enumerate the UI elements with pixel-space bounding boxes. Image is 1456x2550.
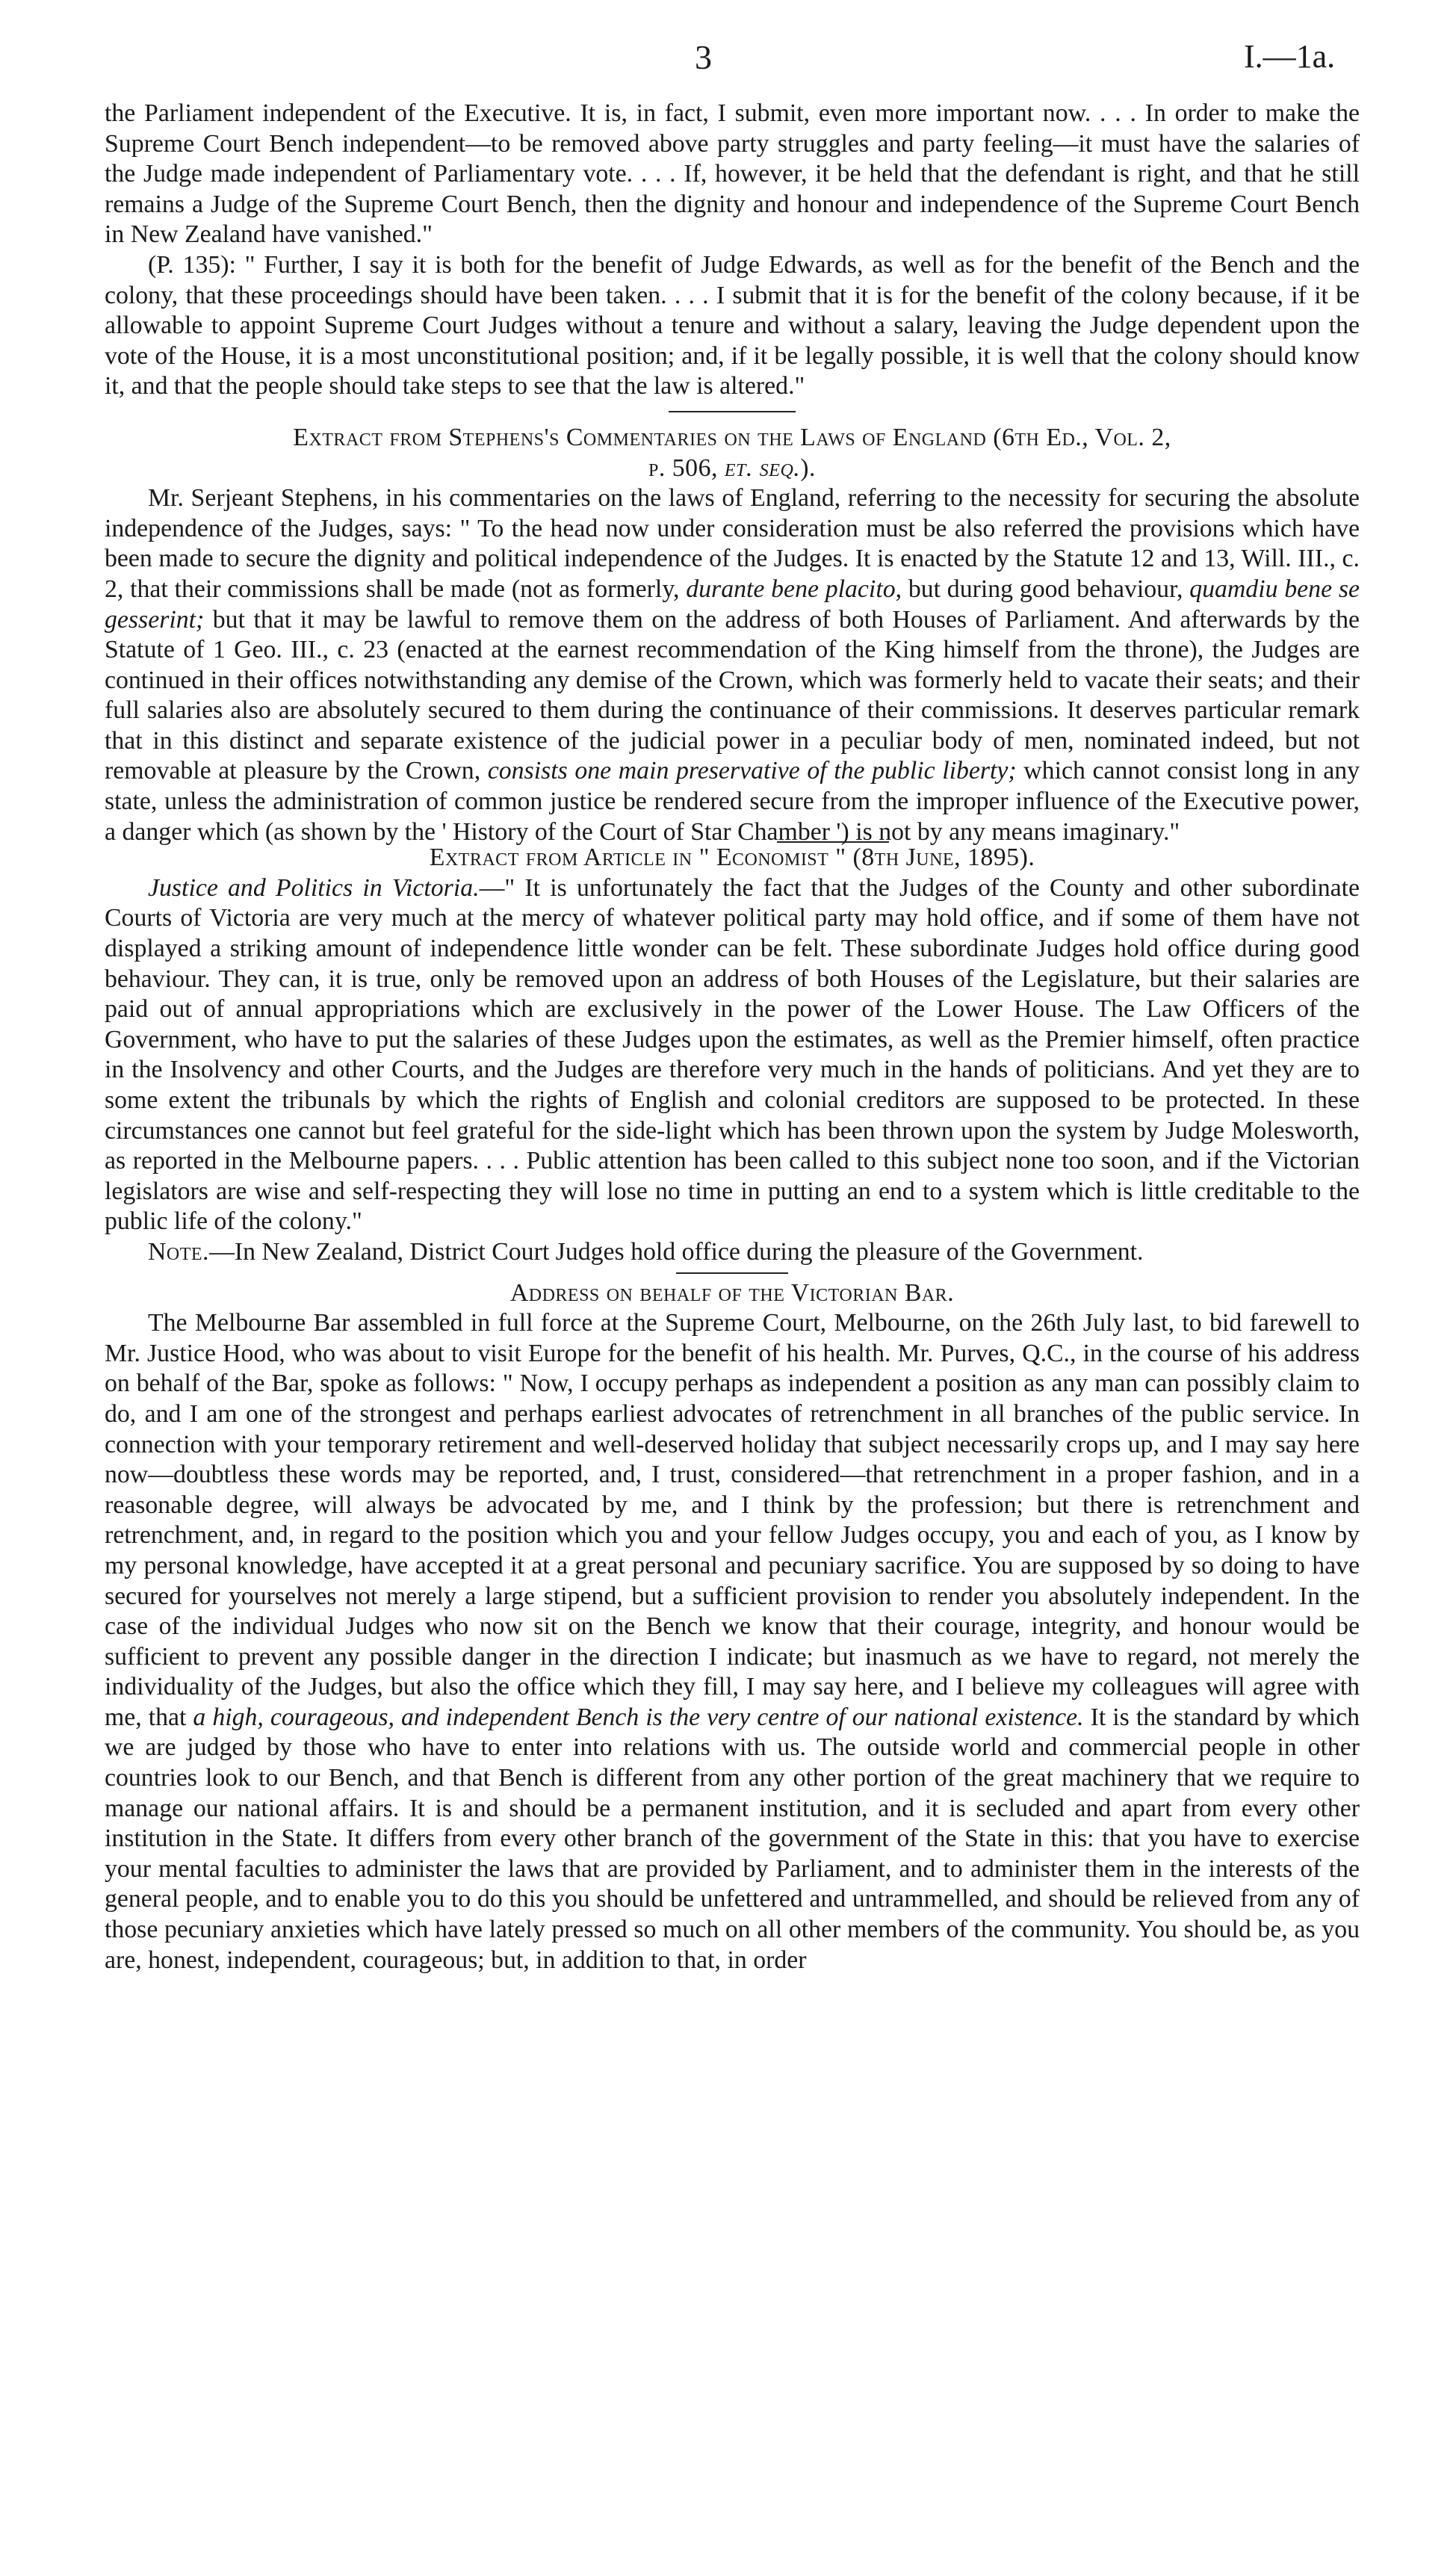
text-run: The Melbourne Bar assembled in full force at the Supreme Court, Melbourne, on the 26th July last, to bid farewell to Mr. Justice Hood, who was about to visit Europe for the benefit of his health. Mr. Purves, Q.C., in the course of his address on behalf of the Bar, spoke as follows: " Now, I occupy perhaps as independent a position as any man can possibly claim to do, and I am one of the strongest and perhaps earliest advocates of retrenchment in all branches of the public service. In connection with your temporary retirement and well-deserved holiday that subject necessarily crops up, and I may say here now—doubtless these words may be reported, and, I trust, considered—that retrenchment in a proper fashion, and in a reasonable degree, will always be advocated by me, and I think by the profession; but there is retrenchment and retrenchment, and, in regard to the position which you and your fellow Judges occupy, you and each of you, as I know by my personal knowledge, have accepted it at a great personal and pecuniary sacrifice. You are supposed by so doing to have secured for yourselves not merely a large stipend, but a sufficient provision to render you absolutely independent. In the case of the individual Judges who now sit on the Bench we know that their courage, integrity, and honour would be sufficient to prevent any possible danger in the direction I indicate; but inasmuch as we have to regard, not merely the individuality of the Judges, but also the office which they fill, I may say here, and I believe my colleagues will agree with me, that bbox=[105, 1309, 1360, 1731]
paragraph-continuation: the Parliament independent of the Executive. It is, in fact, I submit, even more important now. . . . In order to make the Supreme Court Bench independent—to be removed above party struggles and party feeling—it must have the salaries of the Judge made independent of Parliamentary vote. . . . If, however, it be held that the defendant is right, and that he still remains a Judge of the Supreme Court Bench, then the dignity and honour and independence of the Supreme Court Bench in New Zealand have vanished." bbox=[105, 99, 1360, 249]
section-divider bbox=[676, 1272, 788, 1274]
heading-victorian-bar: Address on behalf of the Victorian Bar. bbox=[509, 1278, 955, 1307]
heading-stephens-line1: Extract from Stephens's Commentaries on the Laws of England (6th Ed., Vol. 2, bbox=[293, 423, 1171, 451]
text-run: which cannot consist long in any state, unless the administration of common justice be rendered secure from the improper influence of the Executive power, a danger which (as shown by the ' History of the Court of Star Chamber ') is not by any means imaginary." bbox=[105, 757, 1360, 846]
paragraph-victorian-bar bbox=[105, 1308, 1360, 1975]
italic-run: durante bene placito bbox=[686, 575, 896, 603]
document-code: I.—1a. bbox=[1244, 38, 1336, 75]
heading-economist-article: Extract from Article in " Economist " (8th June, 1895). bbox=[429, 844, 1035, 872]
text-run: —" It is unfortunately the fact that the Judges of the County and other subordinate Courts of Victoria are very much at the mercy of whatever political party may hold office, and if some of them have not displayed a striking amount of independence little wonder can be felt. These subordinate Judges hold office during good behaviour. They can, it is true, only be removed upon an address of both Houses of the Legislature, but their salaries are paid out of annual appropriations which are exclusively in the power of the Lower House. The Law Officers of the Government, who have to put the salaries of these Judges upon the estimates, as well as the Premier himself, often practice in the Insolvency and other Courts, and the Judges are therefore very much in the hands of politicians. And yet they are to some extent the tribunals by which the rights of English and colonial creditors are supposed to be protected. In these circumstances one cannot but feel grateful for the side-light which has been thrown upon the system by Judge Molesworth, as reported in the Melbourne papers. . . . Public attention has been called to this subject none too soon, and if the Victorian legislators are wise and self-respecting they will lose no time in putting an end to a system which is little creditable to the public life of the colony." bbox=[105, 873, 1360, 1236]
note-label: Note. bbox=[148, 1237, 210, 1266]
text-run: It is the standard by which we are judged by those who have to enter into relations with us. The outside world and commercial people in other countries look to our Bench, and that Bench is different from any other portion of the great machinery that we require to manage our national affairs. It is and should be a permanent institution, and it is secluded and apart from every other institution in the State. It differs from every other branch of the government of the State in this: that you have to exercise your mental faculties to administer the laws that are provided by Parliament, and to administer them in the interests of the general people, and to enable you to do this you should be unfettered and untrammelled, and should be relieved from any of those pecuniary anxieties which have lately pressed so much on all other members of the community. You should be, as you are, honest, independent, courageous; but, in addition to that, in order bbox=[105, 1703, 1360, 1974]
heading-stephens-end: ). bbox=[800, 454, 816, 482]
section-divider bbox=[669, 411, 796, 412]
heading-stephens-commentaries bbox=[105, 423, 1360, 483]
note-text: —In New Zealand, District Court Judges hold office during the pleasure of the Government. bbox=[209, 1237, 1144, 1266]
paragraph-note bbox=[105, 1237, 1360, 1268]
italic-run: a high, courageous, and independent Bench is the very centre of our national existence. bbox=[193, 1703, 1084, 1731]
italic-run: consists one main preservative of the public liberty; bbox=[487, 757, 1017, 785]
italic-run: Justice and Politics in Victoria. bbox=[148, 873, 480, 902]
heading-stephens-line2: p. 506, bbox=[648, 454, 725, 482]
paragraph-p135: (P. 135): " Further, I say it is both for the benefit of Judge Edwards, as well as for the benefit of the Bench and the colony, that these proceedings should have been taken. . . . I submit that it is for the benefit of the colony because, if it be allowable to appoint Supreme Court Judges without a tenure and without a salary, leaving the Judge dependent upon the vote of the House, it is a most unconstitutional position; and, if it be legally possible, it is well that the colony should know it, and that the people should take steps to see that the law is altered." bbox=[105, 250, 1360, 400]
paragraph-stephens bbox=[105, 483, 1360, 847]
text-run: , but during good behaviour, bbox=[895, 575, 1190, 603]
page-number: 3 bbox=[695, 38, 712, 76]
italic-run: quamdiu bene se gesserint; bbox=[105, 575, 1360, 634]
body-text bbox=[105, 99, 1360, 1975]
text-run: but that it may be lawful to remove them on the address of both Houses of Parliament. And afterwards by the Statute of 1 Geo. III., c. 23 (enacted at the earnest recommendation of the King himself from the throne), the Judges are continued in their offices notwithstanding any demise of the Crown, which was formerly held to vacate their seats; and their full salaries also are absolutely secured to them during the continuance of their commissions. It deserves particular remark that in this distinct and separate existence of the judicial power in a peculiar body of men, nominated indeed, but not removable at pleasure by the Crown, bbox=[105, 605, 1360, 785]
text-run: Mr. Serjeant Stephens, in his commentaries on the laws of England, referring to the necessity for securing the absolute independence of the Judges, says: " To the head now under consideration must be also referred the provisions which have been made to secure the dignity and political independence of the Judges. It is enacted by the Statute 12 and 13, Will. III., c. 2, that their commissions shall be made (not as formerly, bbox=[105, 484, 1360, 603]
heading-stephens-italic: et. seq. bbox=[724, 454, 801, 482]
paragraph-economist bbox=[105, 873, 1360, 1237]
